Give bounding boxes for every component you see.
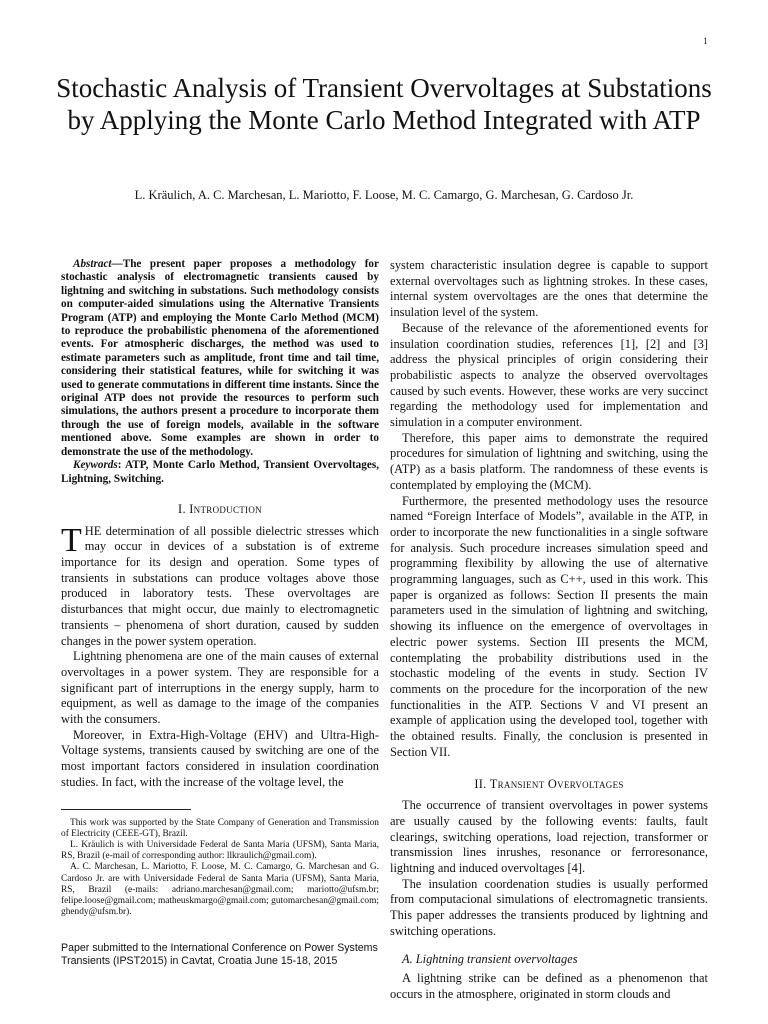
abstract-label: Abstract (73, 258, 112, 270)
subsection-heading-lightning: A. Lightning transient overvoltages (402, 951, 578, 966)
intro-paragraph-4: Because of the relevance of the aforementioned events for insulation coordination studies, references [1], [2] and [3] address the physical principles of origin considering their probabilistic aspects to analyze the observed overvoltages caused by such events. However, these works are very succinct regarding the methodology used for implementation and simulation in a computer environment. (390, 320, 708, 430)
intro-paragraph-3-continued: system characteristic insulation degree is capable to support external overvoltages such as lightning strokes. In these cases, internal system overvoltages are the ones that determine the insulation level of the system. (390, 258, 708, 320)
section-heading-introduction: I. Introduction (178, 501, 262, 516)
keywords-text: : ATP, Monte Carlo Method, Transient Overvoltages, Lightning, Switching. (61, 459, 379, 485)
footnotes (61, 818, 379, 919)
footnote-divider (61, 809, 191, 810)
intro-paragraph-3: Moreover, in Extra-High-Voltage (EHV) and Ultra-High-Voltage systems, transients caused by switching are one of the most important factors considered in insulation coordination studies. In fact, with the increase of the voltage level, the (61, 727, 379, 789)
section2-paragraph-1: The occurrence of transient overvoltages in power systems are usually caused by the following events: faults, fault clearings, switching operations, load rejection, transformer or transmission lines inrushes, resonance or ferroresonance, lightning and induced overvoltages [4]. (390, 798, 708, 876)
abstract (61, 258, 379, 459)
author-list: L. Kräulich, A. C. Marchesan, L. Mariotto, F. Loose, M. C. Camargo, G. Marchesan, G. Cardoso Jr. (134, 188, 634, 202)
footnote-affiliations: A. C. Marchesan, L. Mariotto, F. Loose, M. C. Camargo, G. Marchesan and G. Cardoso Jr. are with Universidade Federal de Santa Maria (UFSM), Santa Maria, RS, Brazil (e-mails: adriano.marchesan@gmail.com; mariotto@ufsm.br; felipe.loose@gmail.com; matheuskmargo@gmail.com; gutomarchesan@gmail.com; ghendy@ufsm.br). (61, 862, 379, 918)
keywords-label: Keywords (73, 459, 118, 472)
submission-note: Paper submitted to the International Conference on Power Systems Transients (IPST2015) in Cavtat, Croatia June 15-18, 2015 (61, 942, 378, 967)
abstract-text: —The present paper proposes a methodology for stochastic analysis of electromagnetic transients caused by lightning and switching in substations. Such methodology consists on computer-aided simulations using the Alternative Transients Program (ATP) and employing the Monte Carlo Method (MCM) to reproduce the probabilistic phenomena of the aforementioned events. For atmospheric discharges, the method was used to estimate parameters such as amplitude, front time and tail time, considering their statistical features, while for switching it was used to generate commutations in different time instants. Since the original ATP does not provide the resources to perform such simulations, the authors present a procedure to incorporate them through the use of foreign models, available in the software mentioned above. Some examples are shown in order to demonstrate the use of the methodology. (61, 258, 379, 458)
intro-paragraph-1 (61, 521, 379, 650)
keywords (61, 459, 379, 486)
footnote-corresponding-author: L. Kräulich is with Universidade Federal de Santa Maria (UFSM), Santa Maria, RS, Brazil (e-mail of corresponding author: llkraulich@gmail.com). (61, 839, 379, 862)
page-number: 1 (703, 36, 708, 46)
section2-paragraph-2: The insulation coordenation studies is usually performed from computacional simulations of electromagnetic transients. This paper addresses the transients produced by lightning and switching operations. (390, 876, 708, 938)
left-column (61, 258, 379, 918)
intro-paragraph-6: Furthermore, the presented methodology uses the resource named “Foreign Interface of Models”, available in the ATP, in order to incorporate the new functionalities in a single software for analysis. Such procedure increases simulation speed and programming flexibility by allowing the use of alternative programming languages, such as C++, used in this work. This paper is organized as follows: Section II presents the main parameters used in the simulation of lightning and switching, showing its influence on the emergence of overvoltages in electric power systems. Section III presents the MCM, contemplating the probability distributions used in the stochastic modeling of the events in study. Section IV comments on the procedure for the incorporation of the new functionalities in the ATP. Sections V and VI present an example of application using the developed tool, together with the obtained results. Finally, the conclusion is presented in Section VII. (390, 493, 708, 759)
intro-paragraph-5: Therefore, this paper aims to demonstrate the required procedures for simulation of lightning and switching, using the (ATP) as a basis platform. The randomness of these events is contemplated by employing the (MCM). (390, 430, 708, 492)
subsection-paragraph-1: A lightning strike can be defined as a phenomenon that occurs in the atmosphere, originated in storm clouds and (390, 971, 708, 1001)
intro-paragraph-1-text: HE determination of all possible dielectric stresses which may occur in devices of a substation is of extreme importance for its design and operation. Some types of transients in substations can produce voltages above those produced in laboratory tests. These overvoltages are disturbances that might occur, due mainly to electromagnetic transients – phenomena of short duration, caused by sudden changes in the power system operation. (61, 523, 379, 648)
footnote-funding: This work was supported by the State Company of Generation and Transmission of Electricity (CEEE-GT), Brazil. (61, 817, 379, 839)
intro-paragraph-2: Lightning phenomena are one of the main causes of external overvoltages in a power system. They are responsible for a significant part of interruptions in the energy supply, harm to equipment, as well as damage to the image of the companies with the consumers. (61, 649, 379, 727)
right-column (390, 258, 708, 1003)
drop-cap: T (61, 521, 82, 559)
section-heading-transient-overvoltages: II. Transient Overvoltages (474, 776, 624, 791)
paper-title: Stochastic Analysis of Transient Overvoltages at Substations by Applying the Monte Carlo Method Integrated with ATP (56, 73, 712, 135)
